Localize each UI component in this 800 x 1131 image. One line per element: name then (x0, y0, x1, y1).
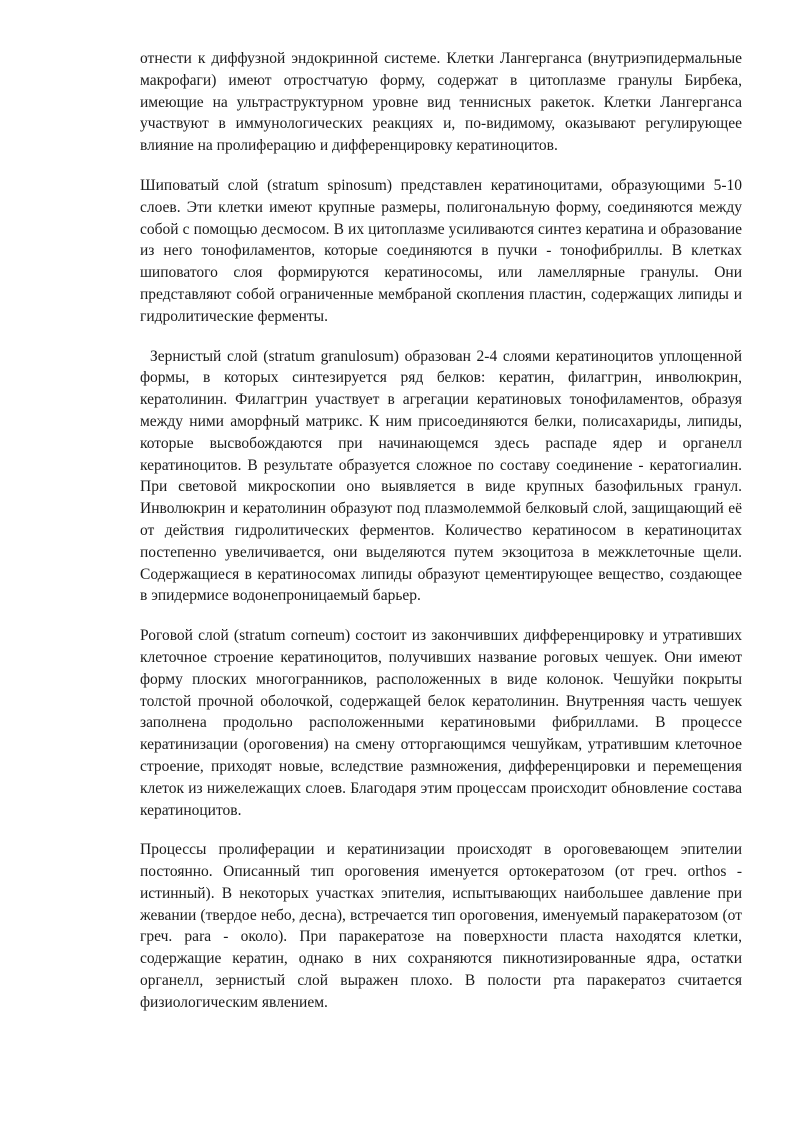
paragraph-keratinization-types: Процессы пролиферации и кератинизации происходят в ороговевающем эпителии постоянно. Описанный тип ороговения именуется ортокератозом (от греч. orthos - истинный). В некоторых участках эпителия, испытывающих наибольшее давление при жевании (твердое небо, десна), встречается тип ороговения, именуемый паракератозом (от греч. para - около). При паракератозе на поверхности пласта находятся клетки, содержащие кератин, однако в них сохраняются пикнотизированные ядра, остатки органелл, зернистый слой выражен плохо. В полости рта паракератоз считается физиологическим явлением. (140, 841, 742, 1011)
paragraph-langerhans-cells: отнести к диффузной эндокринной системе. Клетки Лангерганса (внутриэпидермальные макрофаги) имеют отростчатую форму, содержат в цитоплазме гранулы Бирбека, имеющие на ультраструктурном уровне вид теннисных ракеток. Клетки Лангерганса участвуют в иммунологических реакциях и, по-видимому, оказывают регулирующее влияние на пролиферацию и дифференцировку кератиноцитов. (140, 50, 742, 155)
document-page (140, 48, 742, 1032)
paragraph-stratum-corneum: Роговой слой (stratum corneum) состоит из закончивших дифференцировку и утративших клеточное строение кератиноцитов, получивших название роговых чешуек. Они имеют форму плоских многогранников, расположенных в виде колонок. Чешуйки покрыты толстой прочной оболочкой, содержащей белок кератолинин. Внутренняя часть чешуек заполнена продольно расположенными кератиновыми фибриллами. В процессе кератинизации (ороговения) на смену отторгающимся чешуйкам, утратившим клеточное строение, приходят новые, вследствие размножения, дифференцировки и перемещения клеток из нижележащих слоев. Благодаря этим процессам происходит обновление состава кератиноцитов. (140, 627, 742, 819)
paragraph-stratum-granulosum: Зернистый слой (stratum granulosum) образован 2-4 слоями кератиноцитов уплощенной формы, в которых синтезируется ряд белков: кератин, филаггрин, инволюкрин, кератолинин. Филаггрин участвует в агрегации кератиновых тонофиламентов, образуя между ними аморфный матрикс. К ним присоединяются белки, полисахариды, липиды, которые высвобождаются при начинающемся здесь распаде ядер и органелл кератиноцитов. В результате образуется сложное по составу соединение - кератогиалин. При световой микроскопии оно выявляется в виде крупных базофильных гранул. Инволюкрин и кератолинин образуют под плазмолеммой белковый слой, защищающий её от действия гидролитических ферментов. Количество кератиносом в кератиноцитах постепенно увеличивается, они выделяются путем экзоцитоза в межклеточные щели. Содержащиеся в кератиносомах липиды образуют цементирующее вещество, создающее в эпидермисе водонепроницаемый барьер. (140, 347, 742, 605)
paragraph-stratum-spinosum: Шиповатый слой (stratum spinosum) представлен кератиноцитами, образующими 5-10 слоев. Эти клетки имеют крупные размеры, полигональную форму, соединяются между собой с помощью десмосом. В их цитоплазме усиливаются синтез кератина и образование из него тонофиламентов, которые соединяются в пучки - тонофибриллы. В клетках шиповатого слоя формируются кератиносомы, или ламеллярные гранулы. Они представляют собой ограниченные мембраной скопления пластин, содержащих липиды и гидролитические ферменты. (140, 176, 742, 325)
